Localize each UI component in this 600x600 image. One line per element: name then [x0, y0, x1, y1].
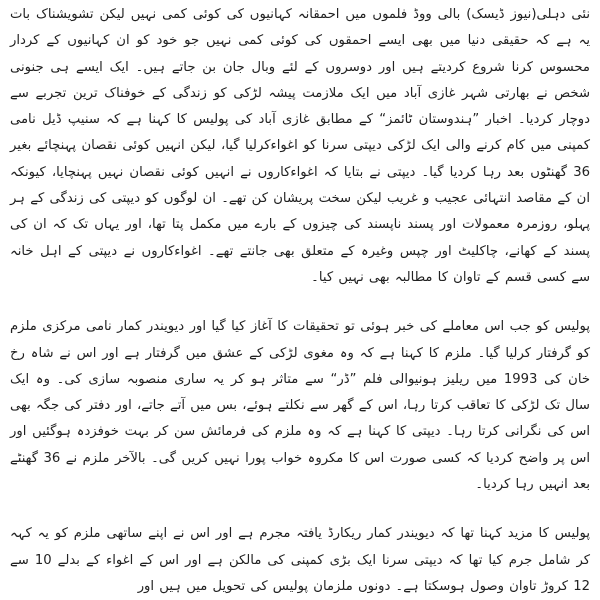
- article-paragraph-3: پولیس کا مزید کہنا تھا کہ دیویندر کمار ریکارڈ یافتہ مجرم ہے اور اس نے اپنے ساتھی ملزم کو یہ کہہ کر شامل جرم کیا تھا کہ دیپتی سرنا ایک بڑی کمپنی کی مالکن ہے اور اس کے اغواء کے بدلے 10 سے 12 کروڑ تاوان وصول ہوسکتا ہے۔ دونوں ملزمان پولیس کی تحویل میں ہیں اور: [10, 526, 590, 594]
- article-paragraph-2: پولیس کو جب اس معاملے کی خبر ہوئی تو تحقیقات کا آغاز کیا گیا اور دیویندر کمار نامی مرکزی ملزم کو گرفتار کرلیا گیا۔ ملزم کا کہنا ہے کہ وہ مغوی لڑکی کے عشق میں گرفتار ہے اور اس نے شاہ رخ خان کی 1993 میں ریلیز ہونیوالی فلم ”ڈر“ سے متاثر ہو کر یہ ساری منصوبہ سازی کی۔ وہ ایک سال تک لڑکی کا تعاقب کرتا رہا، اس کے گھر سے نکلتے ہوئے، بس میں آتے جاتے، اور دفتر کی جگہ بھی اس کی نگرانی کرتا رہا۔ دیپتی کا کہنا ہے کہ وہ ملزم کی فرمائش سن کر بہت خوفزدہ ہوگئیں اور اس پر واضح کردیا کہ کسی صورت اس کا مکروہ خواب پورا نہیں کریں گی۔ بالآخر ملزم نے 36 گھنٹے بعد انہیں رہا کردیا۔: [10, 319, 590, 493]
- article-paragraph-1: نئی دہلی(نیوز ڈیسک) بالی ووڈ فلموں میں احمقانہ کہانیوں کی کوئی کمی نہیں لیکن تشویشناک بات یہ ہے کہ حقیقی دنیا میں بھی ایسے احمقوں کی کوئی کمی نہیں جو خود کو ان کہانیوں کے کردار محسوس کرنا شروع کردیتے ہیں اور دوسروں کے لئے وبال جان بن جاتے ہیں۔ ایک ایسے ہی جنونی شخص نے بھارتی شہر غازی آباد میں ایک ملازمت پیشہ لڑکی کو زندگی کے خوفناک ترین تجربے سے دوچار کردیا۔ اخبار ”ہندوستان ٹائمز“ کے مطابق غازی آباد کی پولیس کا کہنا ہے کہ سنیپ ڈیل نامی کمپنی میں کام کرنے والی ایک لڑکی دیپتی سرنا کو اغواءکرلیا گیا، لیکن انہیں کوئی نقصان پہنچائے بغیر 36 گھنٹوں بعد رہا کردیا گیا۔ دیپتی نے بتایا کہ اغواءکاروں نے انہیں کوئی نقصان نہیں پہنچایا، کیونکہ ان کے مقاصد انتہائی عجیب و غریب لیکن سخت پریشان کن تھے۔ ان لوگوں کو دیپتی کی زندگی کے ہر پہلو، روزمرہ معمولات اور پسند ناپسند کی چیزوں کے بارے میں مکمل پتا تھا، اور یہاں تک کہ ان کی پسند کے کھانے، چاکلیٹ اور چپس وغیرہ کے متعلق بھی جانتے تھے۔ اغواءکاروں نے دیپتی کے اہل خانہ سے کسی قسم کے تاوان کا مطالبہ بھی نہیں کیا۔: [10, 7, 590, 285]
